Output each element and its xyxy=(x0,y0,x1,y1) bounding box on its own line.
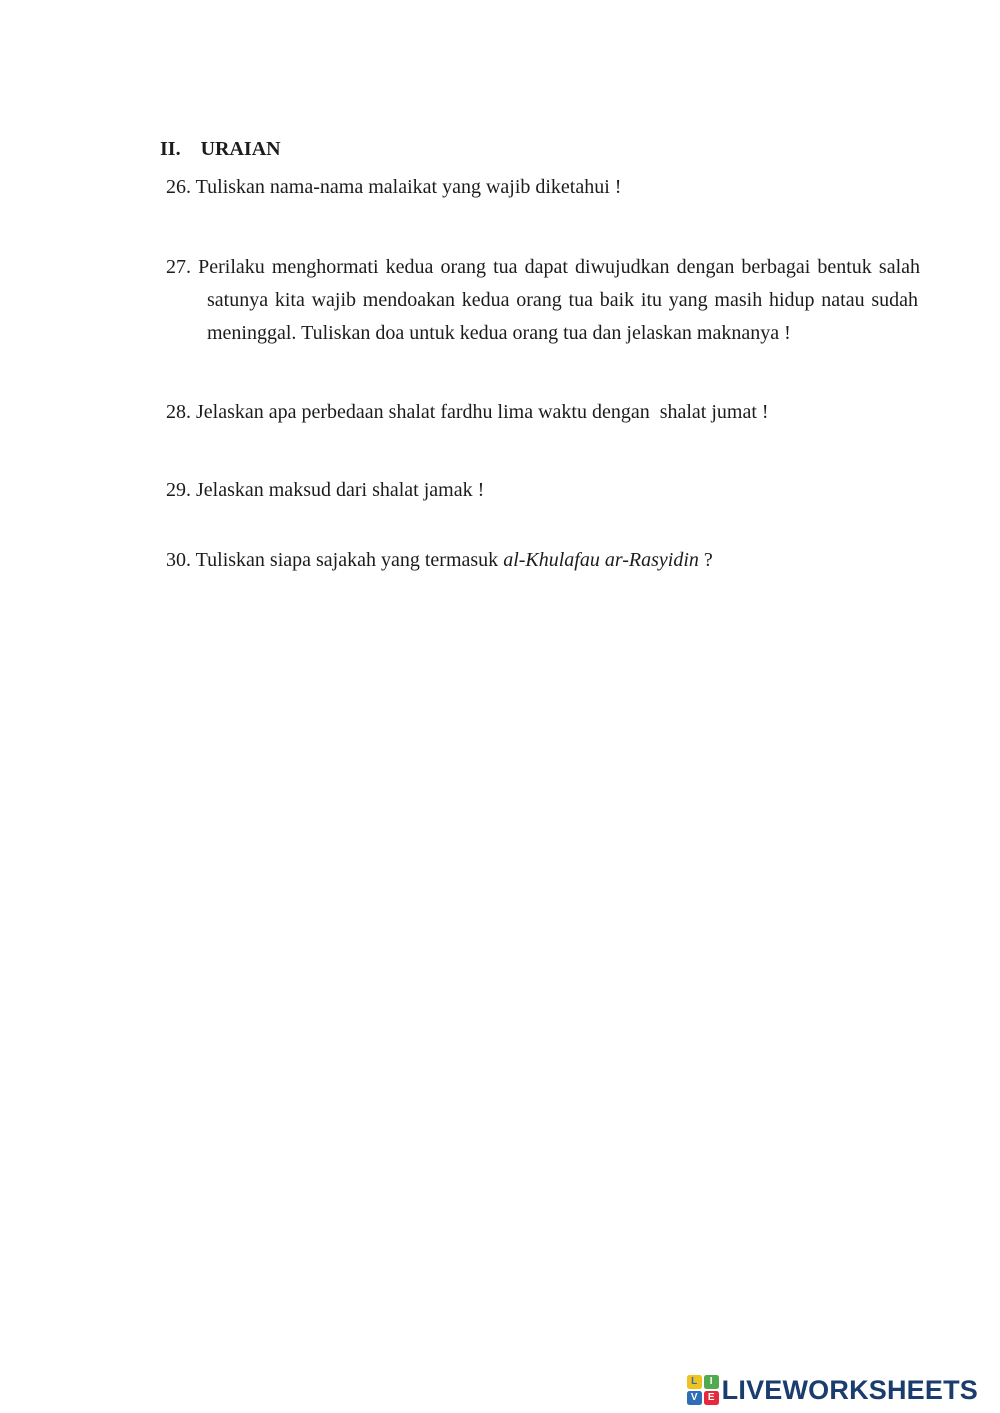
question-30-number: 30. xyxy=(166,549,191,571)
section-heading xyxy=(160,135,281,163)
question-30-text-prefix: Tuliskan siapa sajakah yang termasuk xyxy=(195,549,499,571)
question-28 xyxy=(166,398,769,426)
question-29 xyxy=(166,476,484,504)
question-27-number: 27. xyxy=(166,256,191,278)
question-27-text-line-2: satunya kita wajib mendoakan kedua orang tua baik itu yang masih hidup natau sudah xyxy=(207,289,918,311)
section-numeral: II. xyxy=(160,138,181,160)
question-30 xyxy=(166,546,713,574)
question-28-text: Jelaskan apa perbedaan shalat fardhu lima waktu dengan shalat jumat ! xyxy=(196,401,769,423)
liveworksheets-tiles-icon xyxy=(687,1375,719,1405)
logo-tile-e: E xyxy=(704,1391,719,1405)
question-27-line-3 xyxy=(207,319,791,347)
logo-tile-i: I xyxy=(704,1375,719,1389)
question-26-number: 26. xyxy=(166,176,191,198)
question-27-text-line-1: Perilaku menghormati kedua orang tua dapat diwujudkan dengan berbagai bentuk salah xyxy=(198,256,921,278)
liveworksheets-logo[interactable] xyxy=(687,1372,978,1408)
question-30-text-italic: al-Khulafau ar-Rasyidin xyxy=(503,549,699,571)
logo-tile-l: L xyxy=(687,1375,702,1389)
question-26-text: Tuliskan nama-nama malaikat yang wajib diketahui ! xyxy=(195,176,622,198)
logo-tile-v: V xyxy=(687,1391,702,1405)
question-28-number: 28. xyxy=(166,401,191,423)
brand-text: LIVEWORKSHEETS xyxy=(721,1375,978,1405)
question-27-text-line-3: meninggal. Tuliskan doa untuk kedua orang tua dan jelaskan maknanya ! xyxy=(207,322,791,344)
question-27-line-2 xyxy=(207,286,918,314)
question-29-number: 29. xyxy=(166,479,191,501)
question-30-text-suffix: ? xyxy=(703,549,713,571)
question-26 xyxy=(166,173,621,201)
question-27-line-1 xyxy=(166,253,920,281)
question-29-text: Jelaskan maksud dari shalat jamak ! xyxy=(196,479,485,501)
section-title: URAIAN xyxy=(200,138,281,160)
